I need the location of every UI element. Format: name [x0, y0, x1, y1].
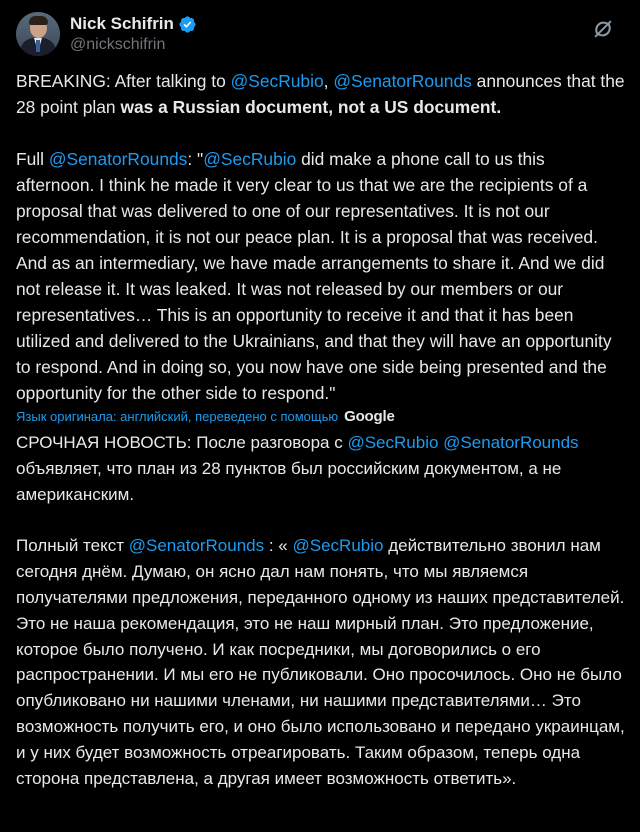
translation-notice[interactable] [16, 408, 626, 426]
original-paragraph-2 [16, 146, 626, 406]
mention-senatorrounds[interactable]: @SenatorRounds [333, 71, 472, 91]
google-logo: Google [344, 408, 395, 425]
mention-secrubio[interactable]: @SecRubio [292, 536, 384, 556]
text-span: , [323, 71, 334, 91]
mention-senatorrounds[interactable]: @SenatorRounds [48, 149, 188, 169]
paragraph-gap [16, 120, 626, 146]
author-display-name[interactable]: Nick Schifrin [70, 14, 174, 33]
verified-badge-icon [178, 15, 197, 34]
text-span: did make a phone call to us this afternoon. I think he made it very clear to us that we are the recipients of a proposal that was delivered to one of our representatives. It is not our recommendation, it is not our peace plan. It is a proposal that was received. And as an intermediary, we have made arrangements to share it. And we did not release it. It was leaked. It was not released by our members or our representatives… This is an opportunity to receive it and that it has been utilized and delivered to the Ukrainians, and that they will have an opportunity to respond. And in doing so, you now have one side being presented and the opportunity for the other side to respond." [16, 149, 612, 403]
tweet-header [16, 12, 624, 60]
translated-paragraph-1 [16, 430, 626, 507]
text-span: объявляет, что план из 28 пунктов был российским документом, а не американским. [16, 458, 562, 504]
mention-secrubio[interactable]: @SecRubio [230, 71, 324, 91]
text-span: : « [264, 536, 293, 556]
mention-secrubio[interactable]: @SecRubio [203, 149, 297, 169]
original-paragraph-1 [16, 68, 626, 120]
translation-notice-label: Язык оригинала: английский, переведено с помощью [16, 409, 339, 424]
mention-senatorrounds[interactable]: @SenatorRounds [128, 536, 265, 556]
text-span: действительно звонил нам сегодня днём. Думаю, он ясно дал нам понять, что мы являемся получателями предложения, переданного одному из наших представителей. Это не наша рекомендация, это не наш мирный план. Это предложение, которое было получено. И как посредники, мы договорились о его распространении. И мы его не публиковали. Оно просочилось. Оно не было опубликовано ни нашими членами, ни нашими представителями… Это возможность получить его, и оно было использовано и передано украинцам, и у них будет возможность отреагировать. Таким образом, теперь одна сторона представлена, а другая имеет возможность ответить». [16, 536, 625, 788]
mention-senatorrounds[interactable]: @SenatorRounds [443, 433, 579, 452]
tweet-body [16, 68, 626, 791]
text-span: Full [16, 149, 49, 169]
bold-text: was a Russian document, not a US document. [120, 97, 502, 117]
grok-icon[interactable] [592, 18, 614, 40]
mention-secrubio[interactable]: @SecRubio [347, 433, 439, 452]
author-name-row [70, 13, 197, 35]
author-handle[interactable]: @nickschifrin [70, 36, 166, 53]
text-span: СРОЧНАЯ НОВОСТЬ: После разговора с [16, 433, 348, 452]
translated-paragraph-2 [16, 533, 626, 791]
text-span: BREAKING: After talking to [16, 71, 231, 91]
text-span: Полный текст [16, 536, 129, 556]
text-span: : " [187, 149, 204, 169]
avatar[interactable] [16, 12, 60, 56]
paragraph-gap [16, 507, 626, 533]
text-span: announces that the 28 point plan [16, 71, 625, 117]
